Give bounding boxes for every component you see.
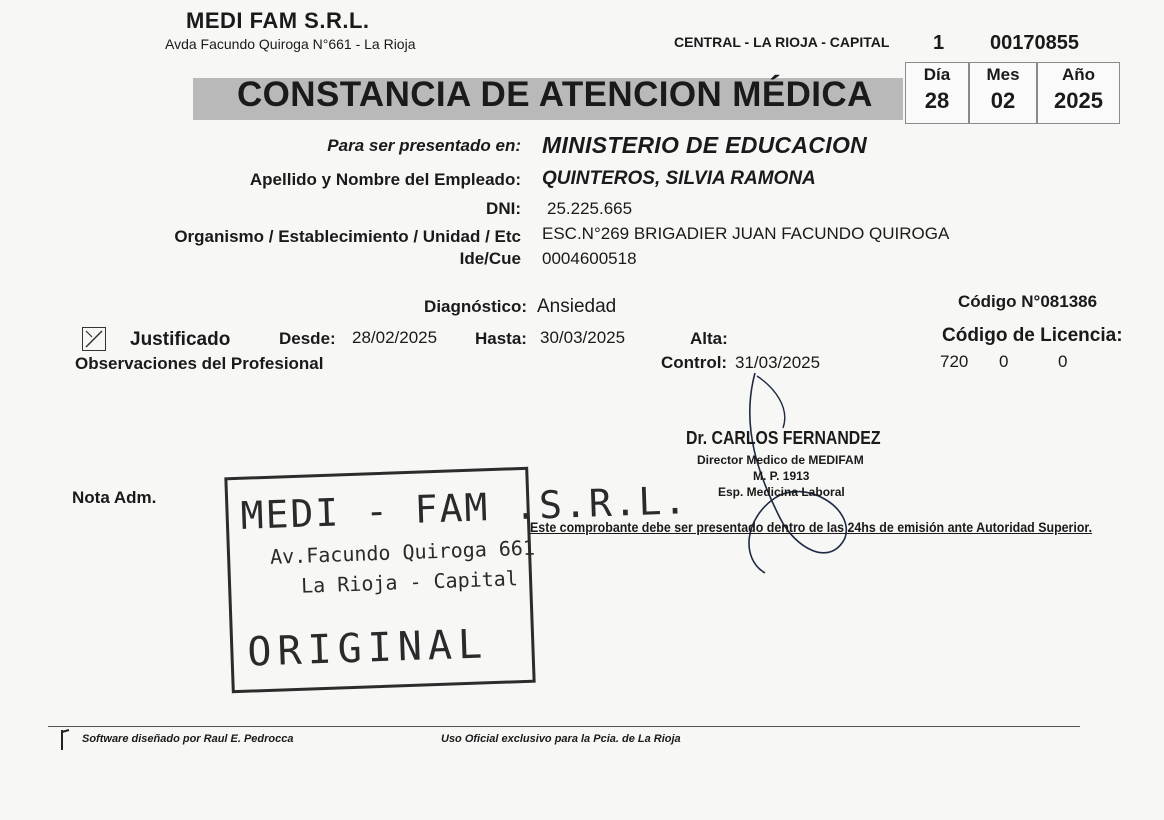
nota-adm-label: Nota Adm. [72, 488, 157, 507]
doctor-title: Director Medico de MEDIFAM [697, 453, 864, 467]
company-address: Avda Facundo Quiroga N°661 - La Rioja [165, 36, 416, 52]
control-label: Control: [661, 353, 728, 372]
diagnosis-value: Ansiedad [537, 296, 617, 317]
date-year-box [1037, 62, 1120, 124]
year-label: Año [1061, 65, 1096, 84]
notice-text: Este comprobante debe ser presentado dentro de las 24hs de emisión ante Autoridad Superior. [530, 520, 1093, 535]
employee-label: Apellido y Nombre del Empleado: [249, 170, 521, 189]
doctor-name: Dr. CARLOS FERNANDEZ [686, 428, 881, 448]
day-value: 28 [924, 88, 950, 113]
idecue-value: 0004600518 [542, 249, 637, 268]
justified-label: Justificado [130, 329, 231, 350]
doctor-license: M. P. 1913 [753, 469, 810, 483]
footer-divider [48, 726, 1080, 727]
branch-location: CENTRAL - LA RIOJA - CAPITAL [674, 34, 890, 50]
justified-checkbox[interactable] [82, 327, 106, 351]
copy-number: 1 [933, 32, 945, 54]
stamp-line-3: La Rioja - Capital [300, 566, 519, 598]
doctor-specialty: Esp. Medicina Laboral [718, 485, 845, 499]
idecue-label: Ide/Cue [459, 249, 521, 268]
date-day-box [905, 62, 969, 124]
control-value: 31/03/2025 [735, 353, 821, 372]
date-month-box [969, 62, 1037, 124]
diagnosis-label: Diagnóstico: [424, 297, 527, 316]
footer-left: Software diseñado por Raul E. Pedrocca [82, 733, 294, 745]
month-value: 02 [990, 88, 1016, 113]
to-value: 30/03/2025 [540, 328, 626, 347]
presented-label: Para ser presentado en: [327, 136, 521, 155]
from-label: Desde: [279, 329, 336, 348]
license-code-3: 0 [1058, 352, 1068, 371]
license-code-1: 720 [940, 352, 969, 371]
organism-value: ESC.N°269 BRIGADIER JUAN FACUNDO QUIROGA [542, 224, 950, 243]
dni-label: DNI: [486, 199, 521, 218]
observations-label: Observaciones del Profesional [75, 354, 324, 373]
stamp-line-4: ORIGINAL [246, 621, 489, 676]
employee-value: QUINTEROS, SILVIA RAMONA [542, 168, 816, 189]
document-title: CONSTANCIA DE ATENCION MÉDICA [237, 75, 873, 114]
code-number: Código N°081386 [958, 292, 1098, 311]
license-code-label: Código de Licencia: [942, 325, 1123, 346]
to-label: Hasta: [475, 329, 527, 348]
discharge-label: Alta: [690, 329, 728, 348]
presented-value: MINISTERIO DE EDUCACION [542, 132, 868, 158]
year-value: 2025 [1054, 88, 1103, 113]
check-x-icon [83, 328, 105, 350]
organism-label: Organismo / Establecimiento / Unidad / Etc [174, 227, 521, 246]
footer-right: Uso Oficial exclusivo para la Pcia. de La Rioja [441, 733, 681, 745]
from-value: 28/02/2025 [352, 328, 438, 347]
month-label: Mes [986, 65, 1020, 84]
stamp-line-1: MEDI - FAM .S.R.L. [239, 478, 689, 538]
license-code-2: 0 [999, 352, 1009, 371]
company-stamp [224, 467, 689, 693]
day-label: Día [923, 65, 951, 84]
pen-mark-icon [58, 728, 72, 752]
stamp-line-2: Av.Facundo Quiroga 661 [269, 535, 536, 569]
company-name: MEDI FAM S.R.L. [186, 8, 370, 33]
serial-number: 00170855 [990, 32, 1079, 54]
dni-value: 25.225.665 [547, 199, 633, 218]
